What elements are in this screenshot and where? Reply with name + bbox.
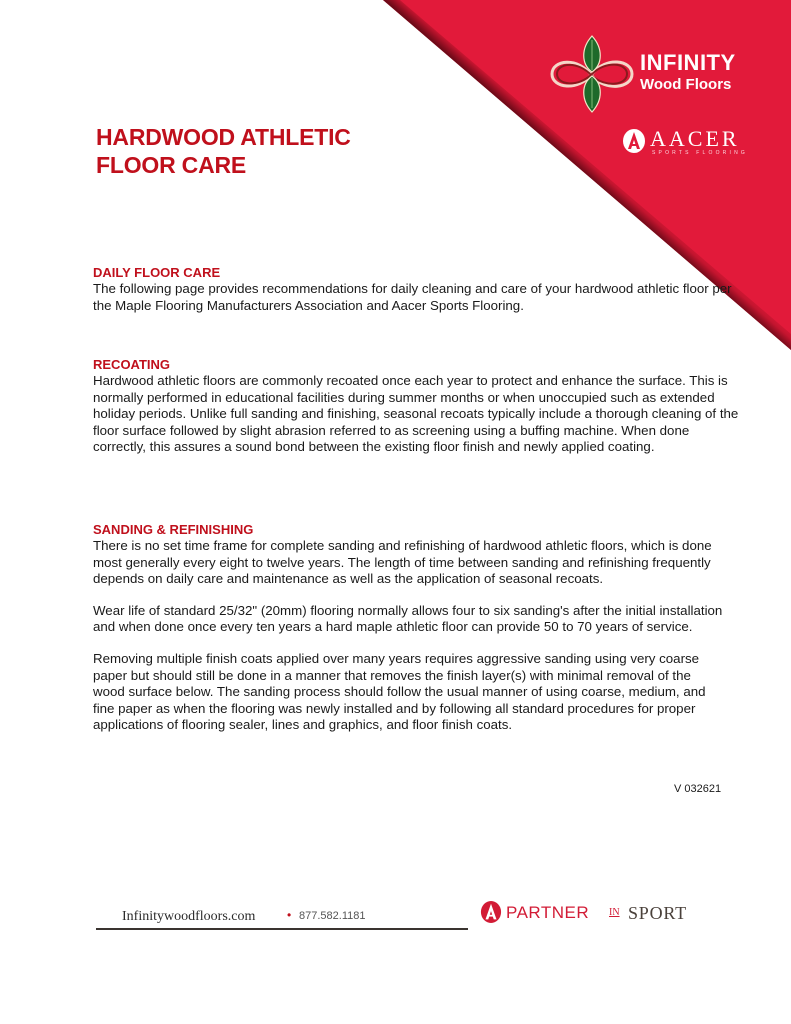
partner-text: PARTNER (506, 903, 590, 922)
section-daily-floor-care (93, 265, 733, 314)
aacer-brand-name: AACER (650, 126, 740, 151)
footer-website-link[interactable]: Infinitywoodfloors.com (122, 909, 256, 924)
page-title-line-2: FLOOR CARE (96, 152, 247, 178)
aacer-brand-subtitle: SPORTS FLOORING (652, 150, 748, 156)
infinity-brand-subtitle: Wood Floors (640, 76, 732, 93)
page-title-line-1: HARDWOOD ATHLETIC (96, 124, 351, 150)
aacer-a-icon (480, 900, 502, 924)
section-paragraph: Wear life of standard 25/32" (20mm) flooring normally allows four to six sanding's after the initial installation and when done once every ten years a hard maple athletic floor can provide 50 to 70 years of service. (93, 602, 723, 635)
footer-divider (96, 928, 468, 930)
aacer-sports-flooring-logo (620, 128, 760, 158)
footer-phone-number: 877.582.1181 (299, 910, 366, 922)
section-heading: DAILY FLOOR CARE (93, 265, 221, 280)
partner-in-text: IN (609, 907, 620, 918)
infinity-wood-floors-logo (548, 34, 758, 114)
aacer-a-icon (622, 128, 646, 154)
section-recoating (93, 357, 739, 456)
infinity-brand-name: INFINITY (640, 50, 736, 75)
section-sanding-refinishing (93, 522, 733, 734)
section-heading: SANDING & REFINISHING (93, 522, 254, 537)
partner-sport-text: SPORT (628, 903, 687, 923)
document-version: V 032621 (674, 783, 722, 795)
partner-in-sport-logo (478, 900, 718, 926)
page-title (96, 123, 351, 179)
section-heading: RECOATING (93, 357, 171, 372)
infinity-leaf-icon (548, 34, 636, 114)
section-paragraph: There is no set time frame for complete sanding and refinishing of hardwood athletic floors, which is done most generally every eight to twelve years. The length of time between sanding and refinishing frequently depends on daily care and maintenance as well as the application of seasonal recoats. (93, 538, 712, 587)
section-paragraph: The following page provides recommendations for daily cleaning and care of your hardwood athletic floor per the Maple Flooring Manufacturers Association and Aacer Sports Flooring. (93, 281, 732, 313)
section-paragraph: Hardwood athletic floors are commonly recoated once each year to protect and enhance the surface. This is normally performed in educational facilities during summer months or when unoccupied such as extended holiday periods. Unlike full sanding and finishing, seasonal recoats typically include a thorough cleaning of the floor surface followed by slight abrasion referred to as screening using a buffing machine. When done correctly, this assures a sound bond between the existing floor finish and newly applied coating. (93, 373, 739, 455)
section-paragraph: Removing multiple finish coats applied over many years requires aggressive sanding using very coarse paper but should still be done in a manner that removes the finish layer(s) with minimal removal of the wood surface below. The sanding process should follow the usual manner of using coarse, medium, and fine paper as when the flooring was newly installed and by following all standard procedures for proper applications of flooring sealer, lines and graphics, and floor finish coats. (93, 650, 706, 733)
footer-separator: • (287, 908, 292, 922)
